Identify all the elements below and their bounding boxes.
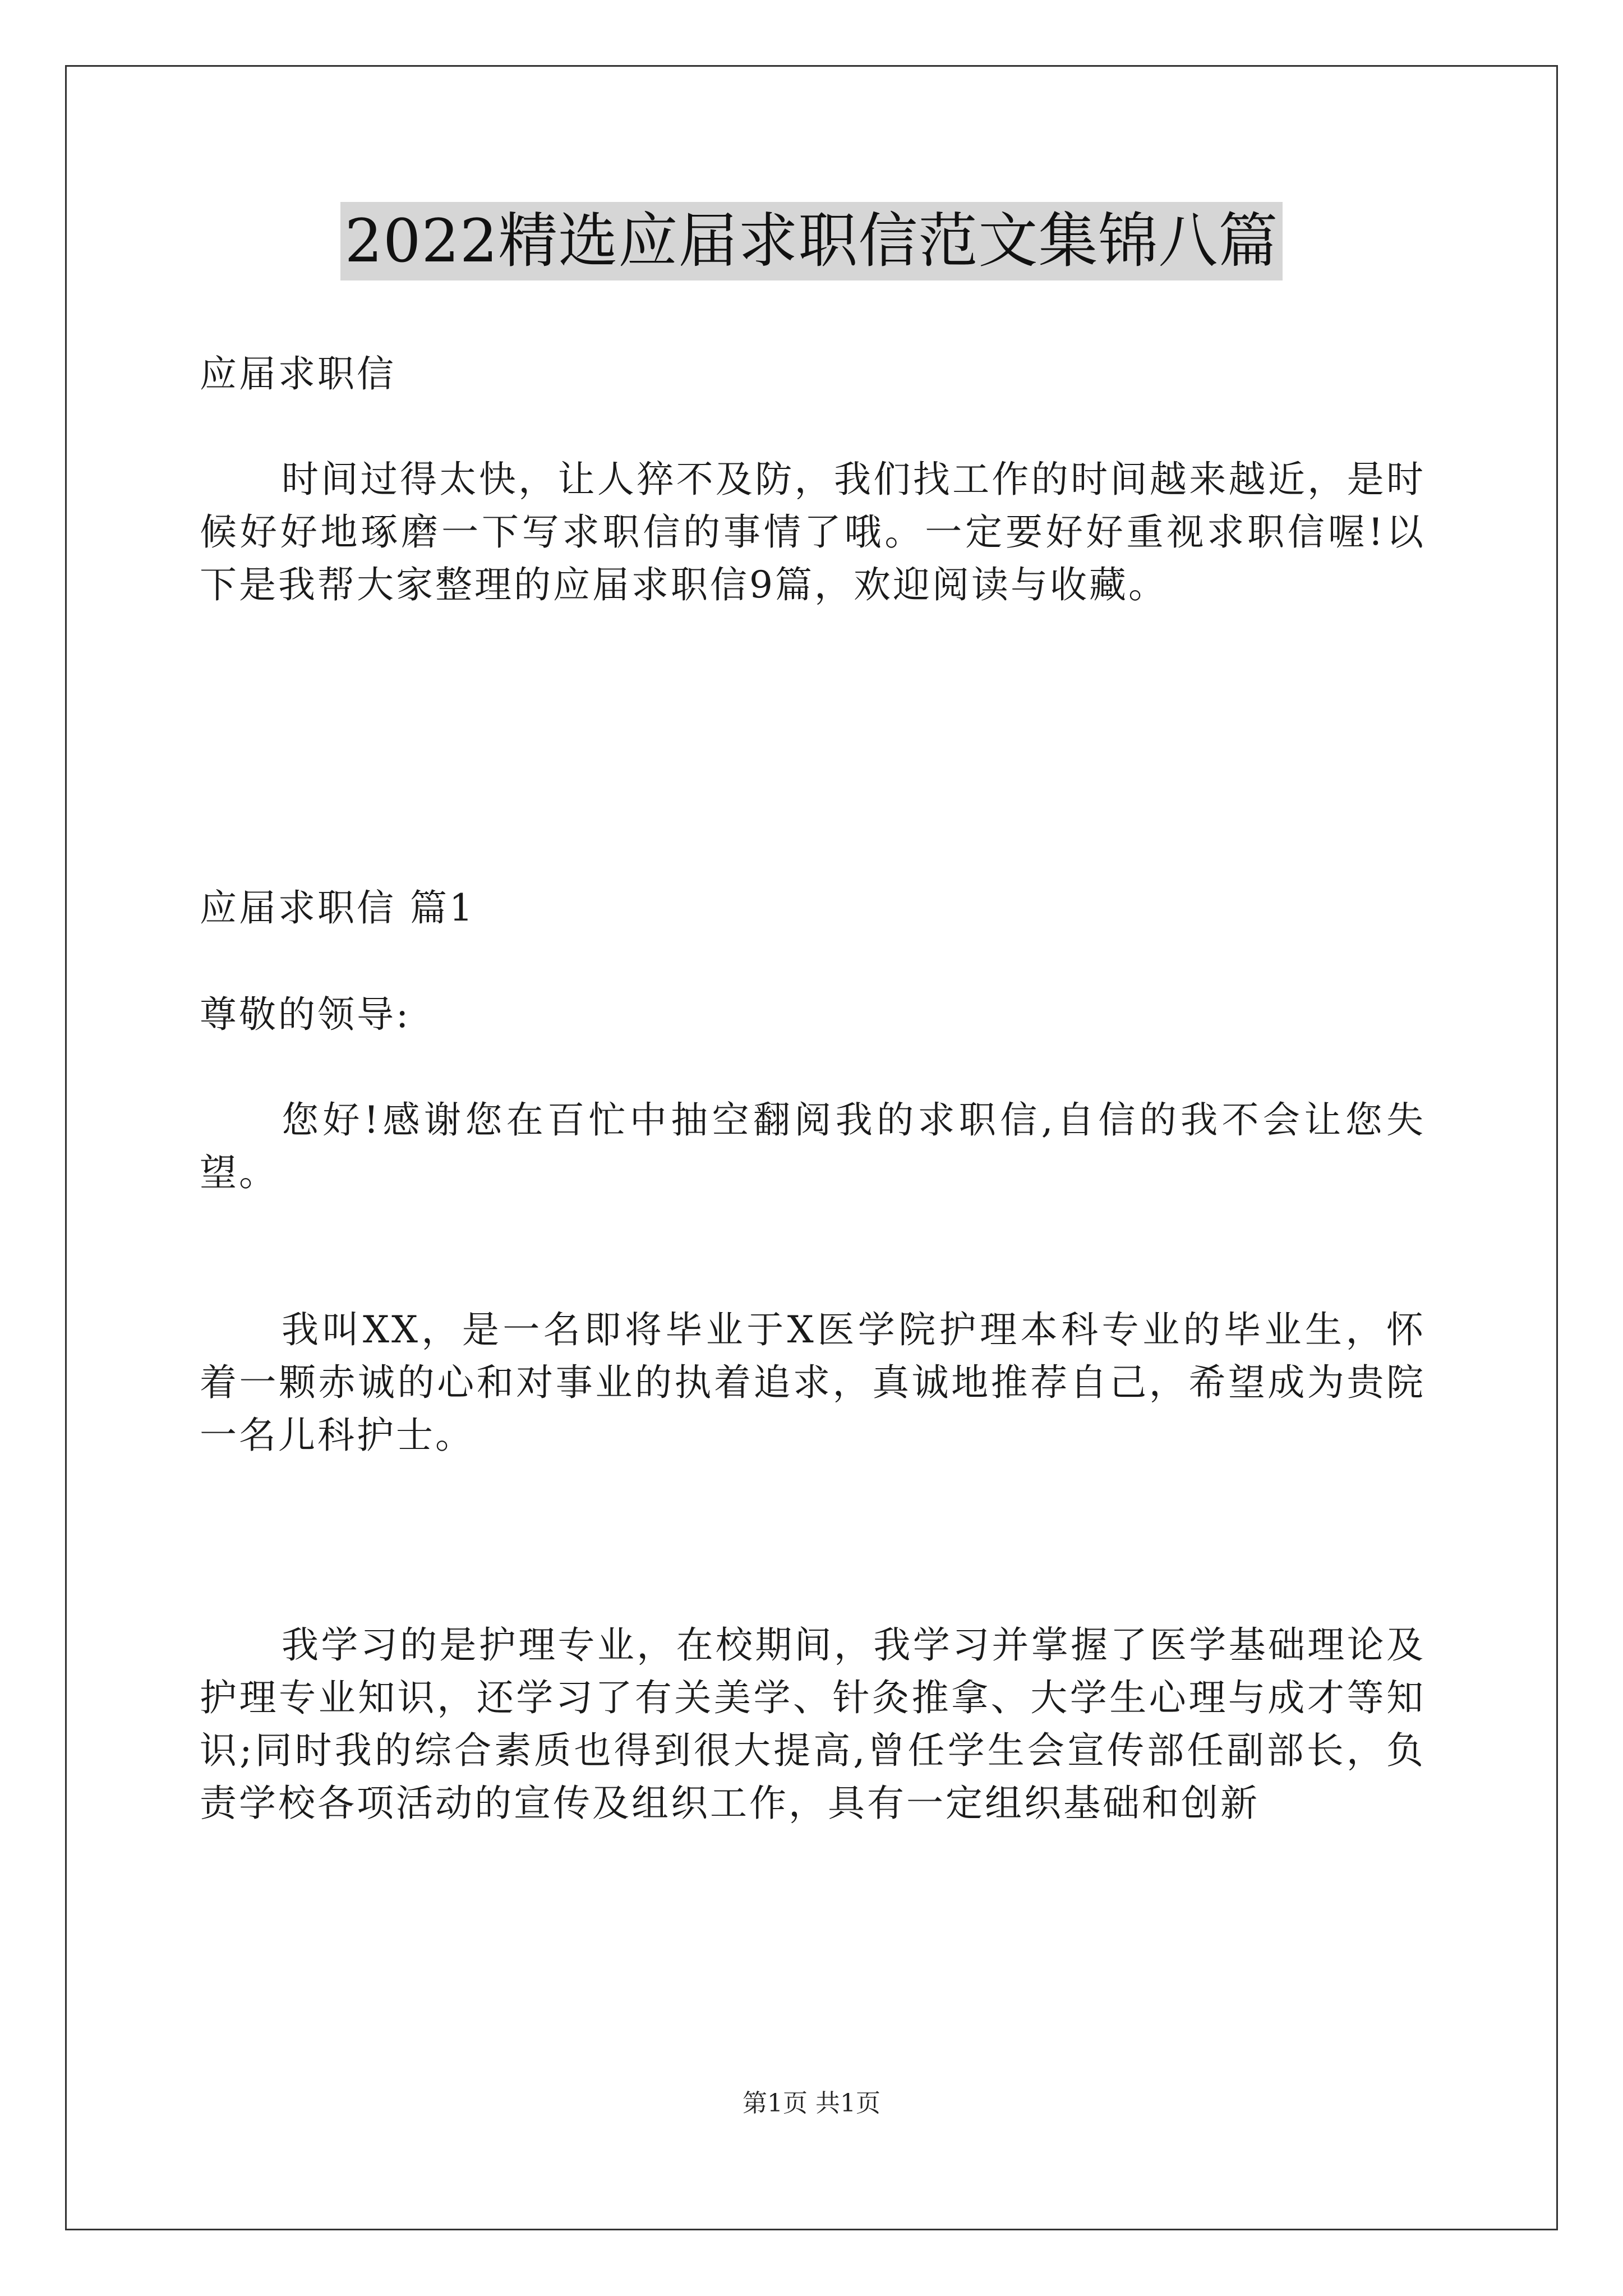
body-paragraph-introduction: 我叫XX，是一名即将毕业于X医学院护理本科专业的毕业生，怀着一颗赤诚的心和对事业的执着追求，真诚地推荐自己，希望成为贵院一名儿科护士。 [200,1308,1426,1457]
intro-heading: 应届求职信 [200,352,396,395]
section-heading: 应届求职信 篇1 [200,886,475,930]
document-title: 2022精选应届求职信范文集锦八篇 [340,202,1283,280]
page-footer: 第1页 共1页 [743,2089,880,2118]
body-paragraph-education: 我学习的是护理专业，在校期间，我学习并掌握了医学基础理论及护理专业知识，还学习了有关美学、针灸推拿、大学生心理与成才等知识;同时我的综合素质也得到很大提高,曾任学生会宣传部任副部长，负责学校各项活动的宣传及组织工作，具有一定组织基础和创新 [200,1623,1426,1825]
title-container [0,202,1623,280]
intro-paragraph: 时间过得太快，让人猝不及防，我们找工作的时间越来越近，是时候好好地琢磨一下写求职信的事情了哦。一定要好好重视求职信喔!以下是我帮大家整理的应届求职信9篇，欢迎阅读与收藏。 [200,458,1426,606]
body-paragraph-greeting: 您好!感谢您在百忙中抽空翻阅我的求职信,自信的我不会让您失望。 [200,1098,1426,1194]
salutation: 尊敬的领导: [200,993,411,1036]
